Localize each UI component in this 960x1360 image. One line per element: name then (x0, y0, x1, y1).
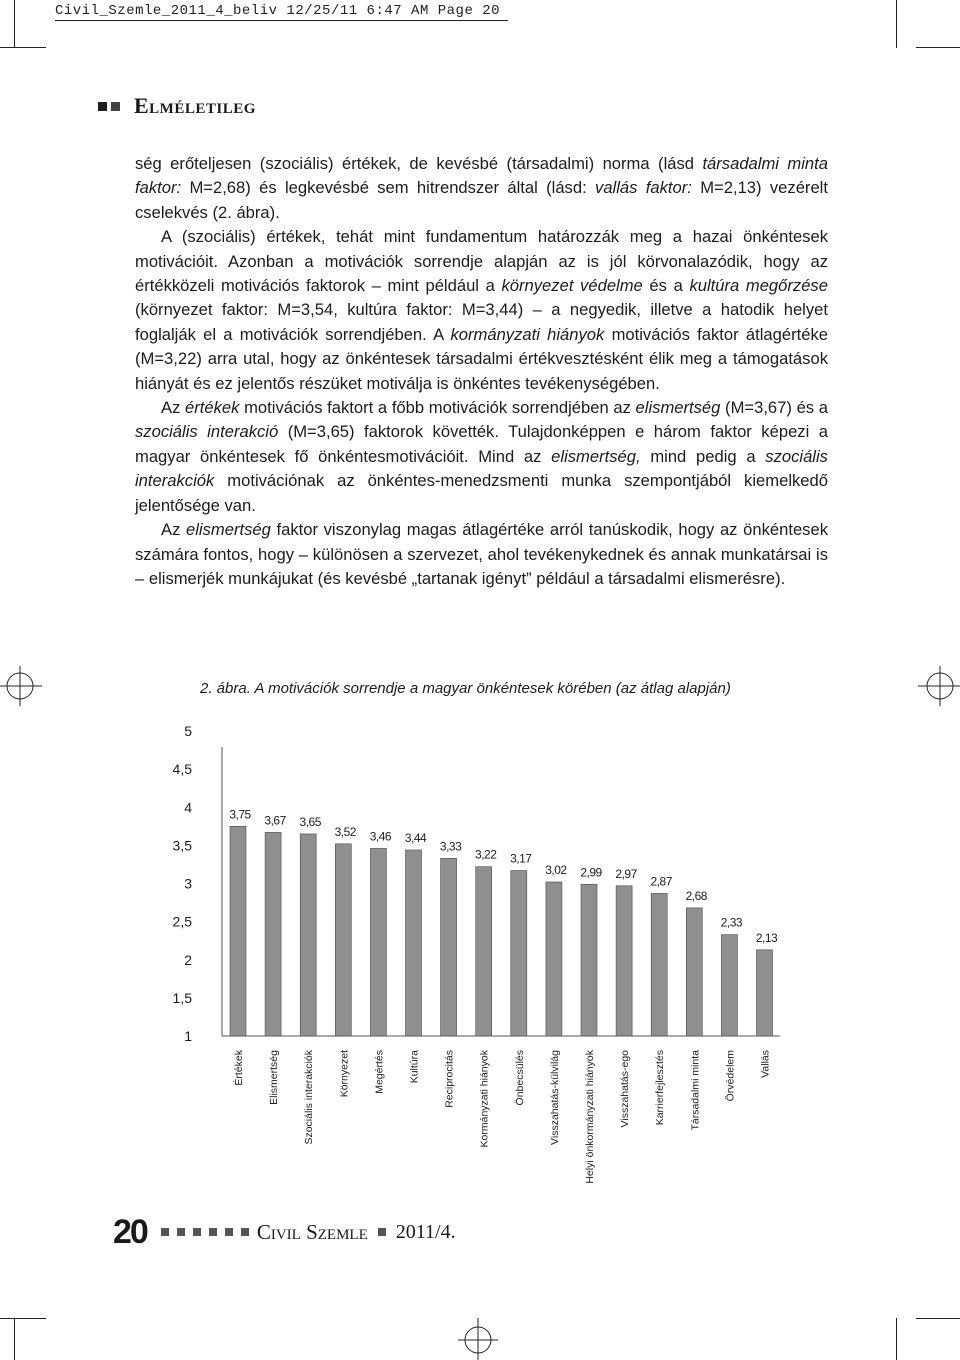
paragraph-text: (M=3,65) faktorok követték. Tulajdonképpen e három faktor képezi a magyar önkéntesek fő önkéntesmotivációit. Mind az (135, 422, 828, 466)
body-text (135, 152, 828, 591)
chart-bar (686, 908, 702, 1036)
section-header (98, 92, 256, 120)
x-category-label: Szociális interakciók (303, 1050, 316, 1145)
chart-bar (616, 886, 632, 1036)
registration-mark-icon (456, 1318, 500, 1360)
paragraph-text: ség erőteljesen (szociális) értékek, de kevésbé (társadalmi) norma (lásd (135, 154, 703, 173)
paragraph-text: M=2,13) vezérelt cselekvés (2. ábra). (135, 178, 828, 222)
y-tick-label: 1 (184, 1028, 192, 1044)
bar-value-label: 2,97 (615, 866, 637, 881)
bar-value-label: 3,33 (439, 839, 462, 854)
crop-mark (0, 1318, 46, 1319)
x-category-label: Reciprocitás (443, 1050, 456, 1108)
x-category-label: Helyi önkormányzati hiányok (584, 1050, 596, 1184)
chart-bar (300, 834, 316, 1036)
square-bullet-icon (111, 102, 120, 111)
square-bullet-icon (209, 1228, 217, 1236)
bar-value-label: 2,33 (720, 915, 743, 930)
bar-value-label: 2,13 (755, 930, 778, 945)
chart-bar (721, 935, 737, 1036)
section-title: Elméletileg (134, 93, 256, 118)
y-tick-label: 2,5 (172, 913, 192, 930)
y-tick-label: 2 (184, 951, 192, 968)
emphasis-text: szociális interakció (135, 422, 279, 442)
chart-bar (757, 950, 773, 1036)
x-category-label: Elismertség (268, 1050, 281, 1105)
emphasis-text: környezet védelme (501, 276, 643, 296)
y-tick-label: 1,5 (172, 989, 192, 1006)
chart-bar (370, 848, 386, 1036)
emphasis-text: elismertség, (551, 446, 641, 466)
paragraph-text: Az (161, 398, 186, 418)
square-bullet-icon (378, 1228, 386, 1236)
journal-name: Civil Szemle (256, 1219, 368, 1244)
x-category-label: Kormányzati hiányok (478, 1050, 491, 1148)
chart-bar (476, 867, 492, 1036)
bar-value-label: 2,87 (650, 874, 672, 889)
paragraph-text: (környezet faktor: M=3,54, kultúra faktor: M=3,44) – a negyedik, illetve a hatodik helyet foglalják el a motivációk sorrendjében. A (135, 300, 828, 344)
crop-mark (0, 47, 46, 48)
emphasis-text: vallás faktor: (595, 178, 692, 198)
paragraph (135, 518, 828, 591)
x-category-label: Vallás (759, 1050, 772, 1078)
registration-mark-icon (918, 664, 960, 708)
chart-bar (335, 844, 351, 1036)
x-category-label: Önbecsülés (513, 1050, 526, 1106)
bar-value-label: 3,65 (299, 814, 321, 829)
x-category-label: Visszahatás-külvilág (548, 1050, 561, 1145)
square-bullet-icon (98, 102, 107, 111)
crop-mark (916, 47, 960, 48)
emphasis-text: társadalmi minta faktor: (135, 154, 828, 198)
x-category-label: Karrierfejlesztés (654, 1050, 667, 1126)
chart-bar (406, 850, 422, 1036)
page-number: 20 (113, 1212, 147, 1251)
paragraph-text: és a (642, 276, 690, 296)
bar-value-label: 3,46 (369, 829, 392, 844)
journal-issue: 2011/4. (395, 1220, 456, 1243)
paragraph-text: mind pedig a (640, 446, 766, 466)
square-bullet-icon (241, 1228, 249, 1236)
y-tick-label: 5 (184, 723, 192, 739)
page-footer (113, 1212, 456, 1252)
bar-value-label: 3,75 (229, 807, 251, 822)
chart-bar (511, 871, 527, 1036)
chart-bar (265, 832, 281, 1036)
paragraph-text: motivációs faktort a főbb motivációk sorrendjében az (239, 398, 636, 418)
y-tick-label: 4,5 (172, 761, 192, 778)
bar-value-label: 2,68 (685, 888, 707, 903)
bar-value-label: 3,02 (545, 862, 567, 877)
bar-value-label: 2,99 (580, 865, 602, 880)
paragraph-text: M=2,68) és legkevésbé sem hitrendszer által (lásd: (181, 178, 596, 198)
emphasis-text: elismertség (635, 398, 721, 418)
square-bullet-icon (225, 1228, 233, 1236)
chart-bar (581, 884, 597, 1036)
chart-bar (651, 893, 667, 1036)
bar-value-label: 3,44 (404, 830, 427, 845)
emphasis-text: szociális interakciók (135, 446, 828, 491)
crop-mark (916, 1318, 960, 1319)
y-tick-label: 3,5 (172, 837, 192, 854)
y-tick-label: 3 (184, 875, 192, 892)
emphasis-text: kormányzati hiányok (450, 324, 605, 344)
crop-mark (14, 0, 15, 48)
emphasis-text: elismertség (186, 520, 271, 540)
square-bullet-icon (193, 1228, 201, 1236)
crop-mark (14, 1318, 15, 1360)
emphasis-text: kultúra megőrzése (689, 276, 828, 296)
chart-bar (441, 858, 457, 1036)
paragraph-text: motivációs faktor átlagértéke (M=3,22) arra utal, hogy az önkéntesek társadalmi értékvesztésként élik meg a támogatások hiányát és ez jelentős részüket motiválja is önkéntes tevékenységében. (135, 324, 828, 393)
x-category-label: Értékek (233, 1050, 245, 1086)
bar-value-label: 3,17 (510, 851, 532, 866)
registration-mark-icon (0, 664, 44, 708)
x-category-label: Visszahatás-ego (619, 1050, 632, 1128)
chart-bar (230, 826, 246, 1036)
y-tick-label: 4 (184, 799, 192, 816)
paragraph-text: (M=3,67) és a (720, 398, 828, 418)
paragraph (135, 396, 828, 518)
x-category-label: Környezet (338, 1050, 351, 1098)
bar-value-label: 3,67 (264, 813, 286, 828)
x-category-label: Társadalmi minta (689, 1050, 702, 1131)
square-bullet-icon (177, 1228, 185, 1236)
figure-caption: 2. ábra. A motivációk sorrendje a magyar önkéntesek körében (az átlag alapján) (200, 680, 731, 697)
square-bullet-icon (161, 1228, 169, 1236)
paragraph-text: faktor viszonylag magas átlagértéke arról tanúskodik, hogy az önkéntesek számára fontos, hogy – különösen a szervezet, ahol tevékenykednek és annak munkatársai is – elismerjék munkájukat (és kevésbé „tartanak igényt” például a társadalmi elismerésre). (135, 520, 828, 588)
crop-mark (896, 0, 897, 48)
paragraph-text: A (szociális) értékek, tehát mint fundamentum határozzák meg a hazai önkéntesek motivációit. Azonban a motivációk sorrendje alapján az is jól körvonalazódik, hogy az értékközeli motivációs faktorok – mint például a (135, 227, 828, 296)
paragraph-text: Az (161, 520, 187, 540)
paragraph (135, 225, 828, 396)
bar-value-label: 3,52 (334, 824, 356, 839)
x-category-label: Kultúra (408, 1050, 421, 1084)
paragraph (135, 152, 828, 225)
x-category-label: Megértés (373, 1050, 386, 1094)
x-category-label: Örvédelem (724, 1050, 737, 1102)
emphasis-text: értékek (185, 398, 240, 418)
bar-value-label: 3,22 (475, 847, 497, 862)
crop-mark (896, 1318, 897, 1360)
chart-bar (546, 882, 562, 1036)
print-slug: Civil_Szemle_2011_4_beliv 12/25/11 6:47 AM Page 20 (55, 2, 508, 21)
paragraph-text: motivációnak az önkéntes-menedzsmenti munka szempontjából kiemelkedő jelentősége van. (135, 471, 828, 515)
